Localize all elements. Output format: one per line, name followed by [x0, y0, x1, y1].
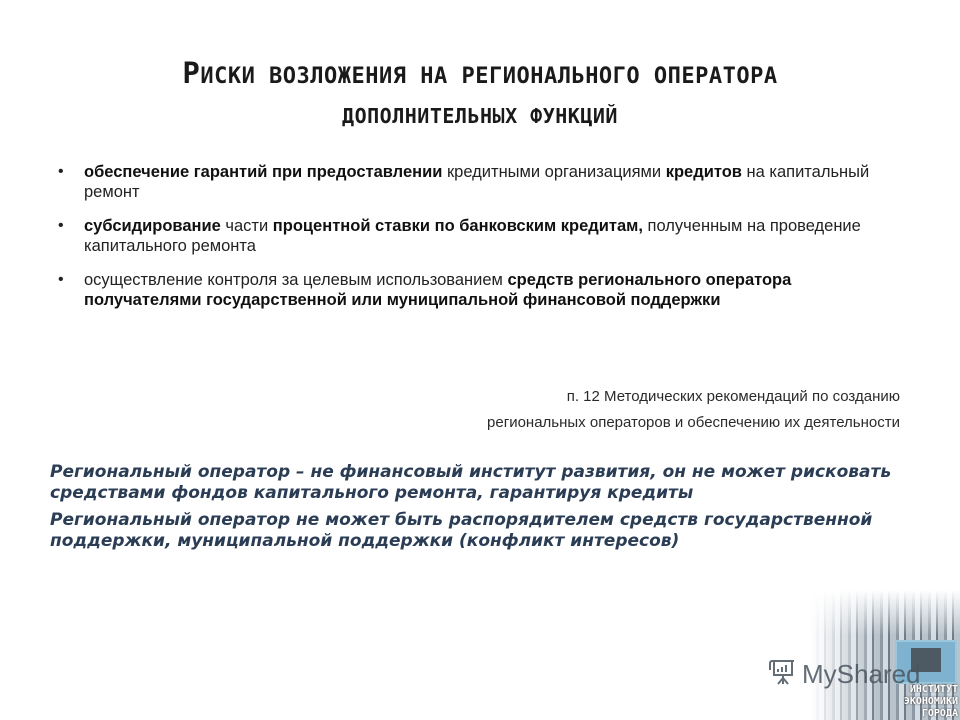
source-reference [340, 384, 900, 436]
bold-text: субсидирование [84, 217, 221, 235]
conclusions [50, 462, 910, 558]
logo-line: ИНСТИТУТ [909, 684, 958, 695]
presentation-chart-icon [768, 656, 798, 693]
bold-text: обеспечение гарантий при предоставлении [84, 163, 443, 181]
text: кредитными организациями [442, 163, 666, 181]
reference-line-2: региональных операторов и обеспечению их деятельности [487, 414, 900, 431]
text: полученным на проведение капитального ремонта [84, 217, 861, 255]
logo-line: ГОРОДА [921, 708, 958, 719]
bullet-icon: • [58, 217, 64, 234]
bold-text: кредитов [665, 163, 742, 181]
text: осуществление контроля за целевым использованием [84, 271, 508, 289]
slide-title-line-2: ДОПОЛНИТЕЛЬНЫХ ФУНКЦИЙ [342, 104, 618, 128]
bullet-item [58, 162, 908, 202]
title-initial-cap: Р [182, 56, 201, 90]
bullet-icon: • [58, 163, 64, 180]
text: на капитальный ремонт [84, 163, 870, 201]
bullet-item [58, 216, 908, 256]
bold-text: средств регионального оператора получателями государственной или муниципальной финансовой поддержки [84, 271, 792, 309]
institute-logo-text [888, 684, 958, 720]
bullet-item [58, 270, 908, 310]
slide-title-line-1 [60, 56, 900, 90]
watermark-text: MyShared [802, 659, 921, 689]
logo-line: ЭКОНОМИКИ [903, 696, 958, 707]
bullet-icon: • [58, 271, 64, 288]
bold-text: процентной ставки по банковским кредитам, [272, 217, 643, 235]
title-line-1-text: ИСКИ ВОЗЛОЖЕНИЯ НА РЕГИОНАЛЬНОГО ОПЕРАТОРА [200, 64, 778, 89]
text: части [220, 217, 273, 235]
risk-bullet-list [58, 162, 908, 324]
conclusion-paragraph: Региональный оператор не может быть распорядителем средств государственной поддержки, муниципальной поддержки (конфликт интересов) [50, 510, 873, 551]
conclusion-paragraph: Региональный оператор – не финансовый институт развития, он не может рисковать средствами фондов капитального ремонта, гарантируя кредиты [50, 462, 892, 503]
reference-line-1: п. 12 Методических рекомендаций по созданию [566, 388, 900, 405]
